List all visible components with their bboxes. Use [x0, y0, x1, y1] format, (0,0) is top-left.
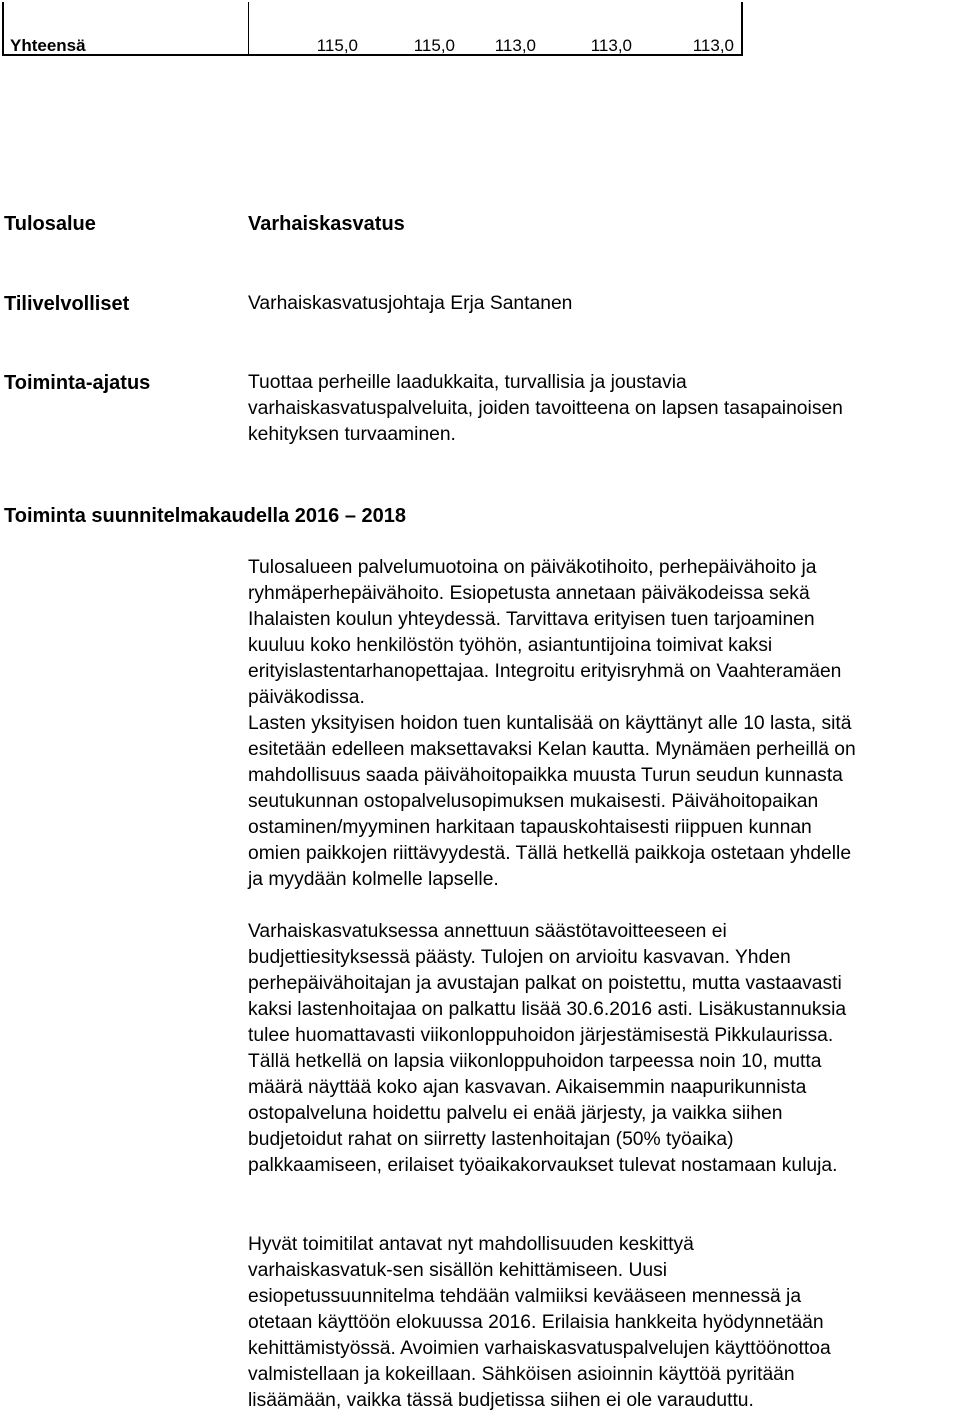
paragraph-1-line: mahdollisuus saada päivähoitopaikka muusta Turun seudun kunnasta: [248, 765, 843, 786]
paragraph-2-line: määrä näyttää koko ajan kasvavan. Aikaisemmin naapurikunnista: [248, 1077, 807, 1098]
paragraph-2-line: ostopalveluna hoidettu palvelu ei enää järjesty, ja vaikka siihen: [248, 1103, 783, 1124]
totals-value: 115,0: [413, 36, 455, 55]
paragraph-1-line: Tulosalueen palvelumuotoina on päiväkotihoito, perhepäivähoito ja: [248, 557, 817, 578]
paragraph-2-line: Tällä hetkellä on lapsia viikonloppuhoidon tarpeessa noin 10, mutta: [248, 1051, 822, 1072]
paragraph-1-line: päiväkodissa.: [248, 687, 365, 708]
paragraph-3-line: lisäämään, vaikka tässä budjetissa siihen ei ole varauduttu.: [248, 1390, 754, 1411]
paragraph-2-line: Varhaiskasvatuksessa annettuun säästötavoitteeseen ei: [248, 921, 727, 942]
paragraph-3-line: valmistellaan ja kokeillaan. Sähköisen asioinnin käyttöä pyritään: [248, 1364, 795, 1385]
paragraph-3-line: kehittämistyössä. Avoimien varhaiskasvatuspalvelujen käyttöönottoa: [248, 1338, 831, 1359]
paragraph-1-line: ryhmäperhepäivähoito. Esiopetusta annetaan päiväkodeissa sekä: [248, 583, 810, 604]
tilivelvolliset-label: Tilivelvolliset: [4, 293, 130, 315]
paragraph-3-line: esiopetussuunnitelma tehdään valmiiksi kevääseen mennessä ja: [248, 1286, 802, 1307]
totals-table: [2, 2, 743, 56]
totals-value: 113,0: [590, 36, 632, 55]
paragraph-1-line: Lasten yksityisen hoidon tuen kuntalisää on käyttänyt alle 10 lasta, sitä: [248, 713, 852, 734]
totals-value: 113,0: [692, 36, 734, 55]
toiminta-ajatus-label: Toiminta-ajatus: [4, 372, 151, 394]
paragraph-2-line: tulee huomattavasti viikonloppuhoidon järjestämisestä Pikkulaurissa.: [248, 1025, 834, 1046]
tulosalue-value: Varhaiskasvatus: [248, 213, 405, 235]
toiminta-ajatus-line: Tuottaa perheille laadukkaita, turvallisia ja joustavia: [248, 372, 687, 393]
tilivelvolliset-value: Varhaiskasvatusjohtaja Erja Santanen: [248, 293, 573, 314]
paragraph-1-line: seutukunnan ostopalvelusopimuksen mukaisesti. Päivähoitopaikan: [248, 791, 819, 812]
totals-value: 115,0: [316, 36, 358, 55]
paragraph-1-line: omien paikkojen riittävyydestä. Tällä hetkellä paikkoja ostetaan yhdelle: [248, 843, 852, 864]
column-divider: [742, 2, 743, 54]
toiminta-ajatus-line: varhaiskasvatuspalveluita, joiden tavoitteena on lapsen tasapainoisen: [248, 398, 843, 419]
toiminta-ajatus-line: kehityksen turvaaminen.: [248, 424, 456, 445]
paragraph-3-line: varhaiskasvatuk-sen sisällön kehittämiseen. Uusi: [248, 1260, 668, 1281]
paragraph-1-line: erityislastentarhanopettajaa. Integroitu erityisryhmä on Vaahteramäen: [248, 661, 842, 682]
paragraph-3-line: otetaan käyttöön elokuussa 2016. Erilaisia hankkeita hyödynnetään: [248, 1312, 824, 1333]
paragraph-1-line: Ihalaisten koulun yhteydessä. Tarvittava erityisen tuen tarjoaminen: [248, 609, 815, 630]
paragraph-3-line: Hyvät toimitilat antavat nyt mahdollisuuden keskittyä: [248, 1234, 694, 1255]
paragraph-1-line: ja myydään kolmelle lapselle.: [248, 869, 499, 890]
tulosalue-label: Tulosalue: [4, 213, 96, 235]
paragraph-2-line: perhepäivähoitajan ja avustajan palkat on poistettu, mutta vastaavasti: [248, 973, 842, 994]
paragraph-2-line: budjettiesityksessä päästy. Tulojen on arvioitu kasvavan. Yhden: [248, 947, 791, 968]
paragraph-1-line: ostaminen/myyminen harkitaan tapauskohtaisesti riippuen kunnan: [248, 817, 812, 838]
paragraph-2-line: palkkaamiseen, erilaiset työaikakorvaukset tulevat nostamaan kuluja.: [248, 1155, 838, 1176]
totals-label: Yhteensä: [10, 36, 86, 55]
paragraph-2-line: kaksi lastenhoitajaa on palkattu lisää 30.6.2016 asti. Lisäkustannuksia: [248, 999, 847, 1020]
section-heading: Toiminta suunnitelmakaudella 2016 – 2018: [4, 505, 407, 527]
paragraph-1-line: esitetään edelleen maksettavaksi Kelan kautta. Mynämäen perheillä on: [248, 739, 856, 760]
paragraph-1-line: kuuluu koko henkilöstön työhön, asiantuntijoina toimivat kaksi: [248, 635, 773, 656]
paragraph-2-line: budjetoidut rahat on siirretty lastenhoitajan (50% työaika): [248, 1129, 734, 1150]
totals-value: 113,0: [494, 36, 536, 55]
column-divider: [248, 2, 249, 54]
